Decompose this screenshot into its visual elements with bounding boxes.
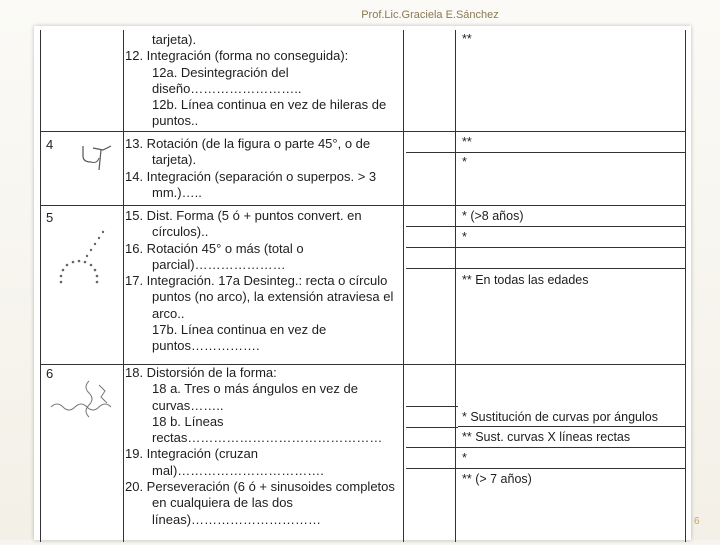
figure-number: 5 [46, 210, 54, 225]
item-line: curvas…….. [152, 397, 224, 413]
table-row [41, 30, 685, 132]
scanned-document [34, 26, 691, 540]
figure-number: 6 [46, 366, 54, 381]
notes-column [458, 206, 685, 364]
note-text: * [462, 230, 467, 244]
note-text: ** [462, 32, 472, 46]
item-list [125, 136, 400, 201]
item-line: 16. Rotación 45° o más (total o [125, 240, 304, 256]
bender-figure-4 [79, 142, 115, 172]
scoring-table [40, 30, 686, 542]
item-list [125, 32, 400, 130]
item-line: 15. Dist. Forma (5 ó + puntos convert. en [125, 208, 362, 223]
item-line: en cualquiera de las dos [152, 495, 293, 511]
item-line: 12. Integración (forma no conseguida): [125, 48, 349, 64]
table-row [41, 206, 685, 365]
page-number: 6 [694, 516, 700, 527]
item-line: mal)……………………………. [152, 462, 324, 478]
note-text: ** En todas las edades [462, 273, 589, 287]
notes-column [458, 132, 685, 205]
bender-figure-5 [55, 226, 107, 286]
bender-figure-6 [49, 377, 119, 423]
note-text: * Sustitución de curvas por ángulos [462, 410, 658, 424]
item-line: 19. Integración (cruzan [125, 446, 258, 462]
table-row [41, 365, 685, 545]
note-text: * (>8 años) [462, 209, 524, 223]
item-line: tarjeta). [152, 32, 197, 47]
header-author: Prof.Lic.Graciela E.Sánchez [361, 9, 499, 21]
note-text: ** Sust. curvas X líneas rectas [462, 430, 631, 444]
notes-column [458, 30, 685, 131]
item-line: 12a. Desintegración del [152, 64, 289, 80]
item-line: tarjeta). [152, 152, 197, 168]
item-line: 17. Integración. 17a Desinteg.: recta o círculo [125, 273, 388, 289]
item-line: puntos (no arco), la extensión atraviesa el [152, 289, 394, 305]
item-line: 18. Distorsión de la forma: [125, 365, 277, 380]
item-line: arco.. [152, 305, 185, 321]
item-line: diseño…………………….. [152, 80, 302, 96]
item-line: 17b. Línea continua en vez de [152, 322, 327, 338]
item-line: mm.)….. [152, 184, 202, 200]
note-text: ** (> 7 años) [462, 472, 532, 486]
item-list [125, 365, 400, 528]
item-line: rectas……………………………………… [152, 430, 383, 446]
note-text: * [462, 155, 467, 169]
empty-column [406, 365, 458, 545]
item-line: 18 b. Líneas [152, 413, 224, 429]
notes-column [458, 365, 685, 545]
empty-column [406, 132, 458, 205]
empty-column [406, 30, 458, 131]
item-line: líneas)………………………… [152, 511, 322, 527]
item-line: parcial)………………… [152, 256, 286, 272]
table-row [41, 132, 685, 206]
figure-number: 4 [46, 137, 54, 152]
note-text: * [462, 451, 467, 465]
empty-column [406, 206, 458, 364]
item-line: 14. Integración (separación o superpos. > 3 [125, 168, 377, 184]
item-line: puntos.. [152, 113, 199, 129]
item-line: 20. Perseveración (6 ó + sinusoides completos [125, 479, 395, 495]
item-line: 13. Rotación (de la figura o parte 45°, o de [125, 136, 371, 151]
item-line: círculos).. [152, 224, 209, 240]
item-line: puntos……………. [152, 338, 260, 354]
item-line: 12b. Línea continua en vez de hileras de [152, 97, 387, 113]
item-list [125, 208, 400, 355]
item-line: 18 a. Tres o más ángulos en vez de [152, 381, 358, 397]
note-text: ** [462, 135, 472, 149]
